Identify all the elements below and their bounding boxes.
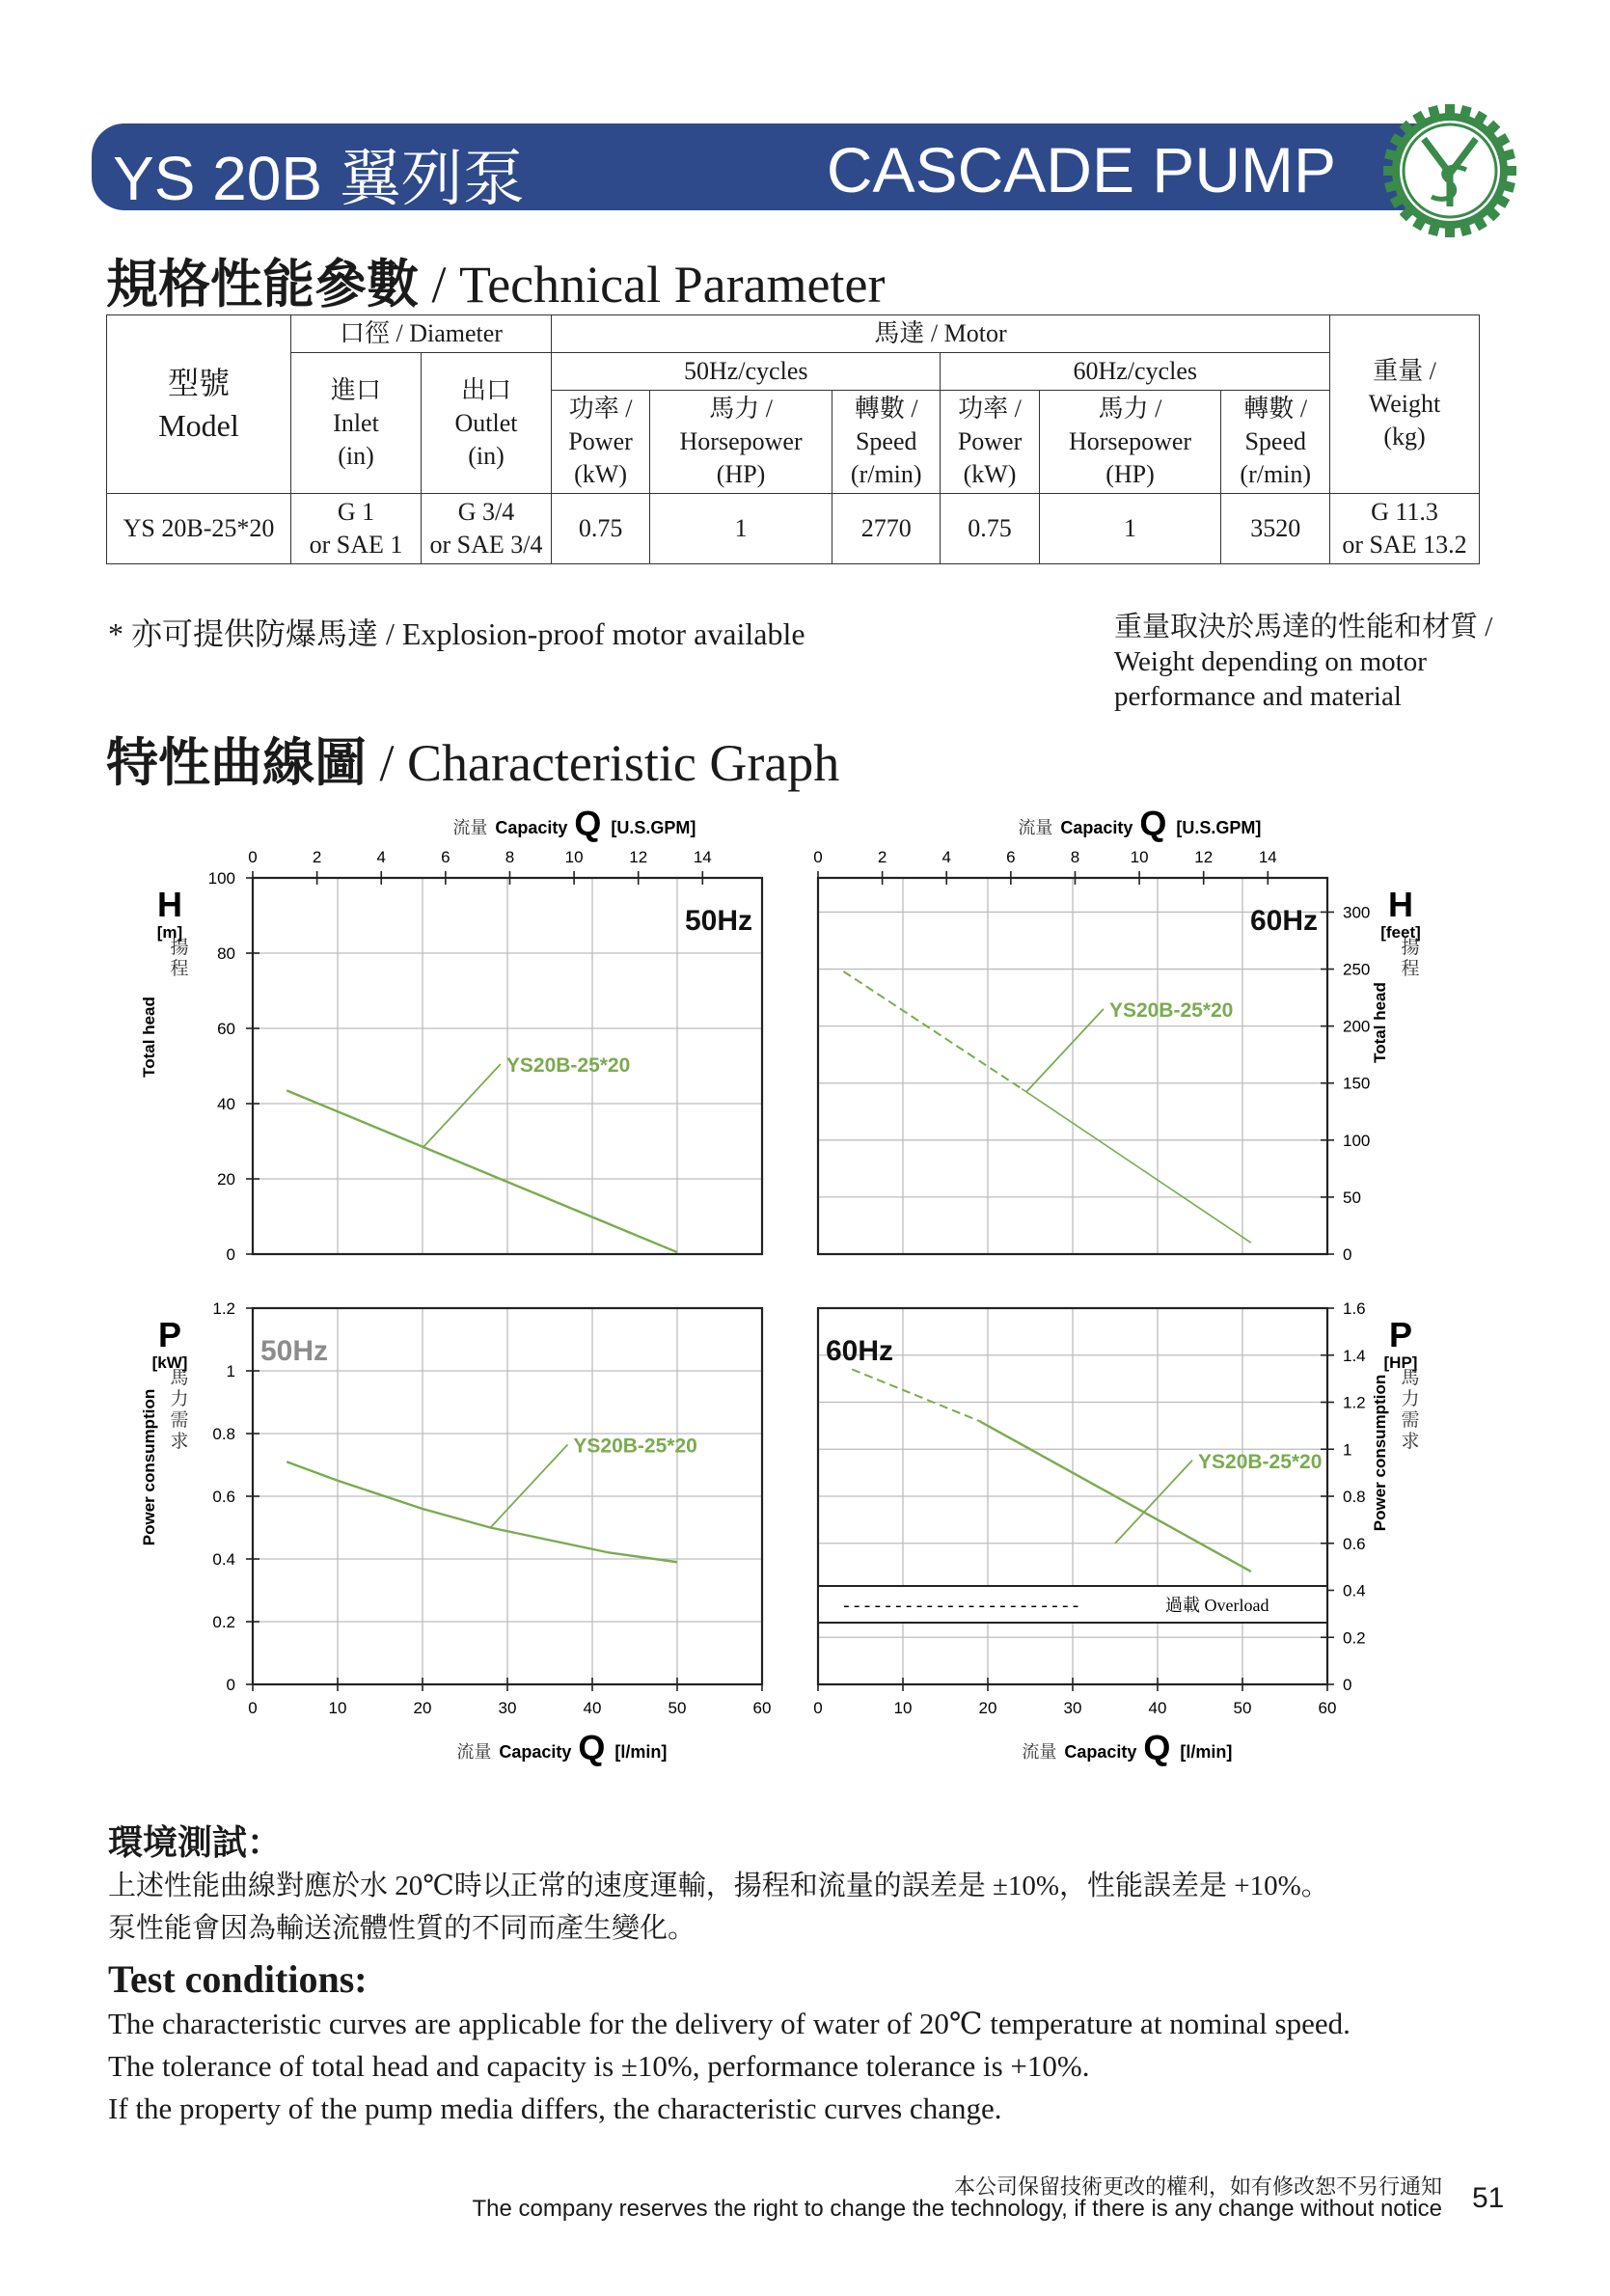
x-unit-bracket: [U.S.GPM] [1176, 818, 1262, 837]
y-tick-label: 1 [1343, 1440, 1352, 1460]
x-unit-cn: 流量 [1018, 818, 1053, 838]
y-axis-title-cn: 力 [1401, 1388, 1420, 1409]
environment-title: 環境測試： [108, 1822, 283, 1863]
y-unit: [feet] [1380, 923, 1421, 942]
x-axis-label-unit: [l/min] [1180, 1742, 1233, 1762]
y-unit: [kW] [151, 1353, 188, 1372]
y-symbol: H [1388, 885, 1413, 924]
curve-callout-leader [1026, 1009, 1104, 1092]
x-tick-label: 0 [813, 1699, 823, 1717]
test-conditions-line-3: If the property of the pump media differs, the characteristic curves change. [108, 2091, 1002, 2125]
hp50-header: 馬力 / Horsepower (HP) [650, 391, 832, 494]
x-tick-label: 0 [813, 848, 823, 866]
x-tick-label: 12 [629, 848, 648, 866]
overload-curve [852, 1369, 979, 1421]
hp60-cell: 1 [1039, 494, 1221, 564]
y-tick-label: 200 [1343, 1017, 1371, 1036]
weight-header: 重量 / Weight (kg) [1330, 315, 1480, 494]
y-tick-label: 0.2 [1343, 1628, 1366, 1648]
curve-callout-label: YS20B-25*20 [1108, 998, 1234, 1022]
y-axis-title-cn: 馬 [1401, 1367, 1420, 1388]
overload-curve [843, 971, 1022, 1089]
y-axis-title-cn: 馬 [170, 1367, 189, 1388]
x-tick-label: 2 [877, 848, 887, 866]
x-axis-label-cn: 流量 [456, 1742, 492, 1763]
chart-frequency-label: 60Hz [1249, 905, 1318, 937]
curve-callout-leader [423, 1064, 501, 1147]
x-tick-label: 20 [413, 1699, 432, 1717]
x-unit-cn: 流量 [452, 818, 488, 838]
y-tick-label: 0.4 [1343, 1581, 1366, 1600]
x-axis-label-unit: [l/min] [614, 1742, 668, 1762]
test-conditions-line-2: The tolerance of total head and capacity is ±10%, performance tolerance is +10%. [108, 2049, 1090, 2083]
y-tick-label: 0.4 [212, 1550, 235, 1569]
y-axis-title: Total head [1371, 982, 1389, 1063]
spec-table [106, 314, 1480, 564]
x-tick-label: 8 [505, 848, 515, 866]
x-tick-label: 40 [583, 1699, 602, 1717]
x-tick-label: 8 [1070, 848, 1080, 866]
x-unit-symbol: Q [1139, 804, 1167, 843]
x-tick-label: 40 [1148, 1699, 1167, 1717]
category-title: CASCADE PUMP [826, 134, 1336, 205]
overload-legend-dashes: ----------------------- [841, 1598, 1081, 1617]
y-tick-label: 250 [1343, 960, 1371, 979]
y-symbol: H [157, 885, 182, 924]
table-row [107, 494, 1480, 564]
y-symbol: P [157, 1315, 182, 1354]
test-conditions-line-1: The characteristic curves are applicable for the delivery of water of 20℃ temperature at nominal speed. [108, 2007, 1351, 2040]
x-tick-label: 30 [1063, 1699, 1082, 1717]
x-tick-label: 60 [752, 1699, 772, 1717]
x-tick-label: 2 [312, 848, 322, 866]
y-axis-title-cn: 求 [1401, 1431, 1420, 1452]
performance-curve [1022, 1089, 1251, 1244]
y-axis-title-cn: 需 [170, 1409, 189, 1431]
y-unit: [m] [156, 923, 183, 942]
environment-line-1: 上述性能曲線對應於水 20℃時以正常的速度運輸，揚程和流量的誤差是 ±10%，性能誤差是 +10%。 [108, 1871, 1329, 1901]
inlet-cell: G 1 or SAE 1 [291, 494, 422, 564]
x-axis-symbol: Q [578, 1728, 606, 1767]
x-tick-label: 10 [564, 848, 584, 866]
y-tick-label: 0.8 [1343, 1488, 1366, 1506]
y-tick-label: 20 [217, 1170, 235, 1189]
performance-curve [287, 1462, 677, 1562]
y-axis-title-cn: 需 [1401, 1409, 1420, 1431]
y-tick-label: 1 [226, 1362, 235, 1380]
header-banner [92, 123, 1442, 213]
y-symbol: P [1388, 1315, 1413, 1354]
y-axis-title: Power consumption [1371, 1374, 1389, 1532]
y-tick-label: 0.8 [212, 1425, 235, 1443]
x-tick-label: 10 [1130, 848, 1149, 866]
charts-svg [0, 791, 1610, 1785]
x-tick-label: 0 [248, 848, 258, 866]
company-logo-icon [1381, 102, 1518, 239]
x-unit-en: Capacity [1060, 818, 1133, 837]
test-conditions-title: Test conditions: [108, 1957, 368, 2001]
hp60-header: 馬力 / Horsepower (HP) [1039, 391, 1221, 494]
x-tick-label: 6 [441, 848, 450, 866]
y-tick-label: 150 [1343, 1074, 1371, 1093]
y-tick-label: 0.6 [1343, 1534, 1366, 1553]
x-tick-label: 14 [1258, 848, 1277, 866]
x-tick-label: 10 [328, 1699, 347, 1717]
outlet-header: 出口 Outlet (in) [422, 353, 552, 494]
x-axis-label-en: Capacity [1064, 1742, 1137, 1762]
power50-cell: 0.75 [552, 494, 650, 564]
chart-frequency-label: 60Hz [826, 1335, 894, 1367]
x-unit-symbol: Q [574, 804, 602, 843]
explosion-proof-note: * 亦可提供防爆馬達 / Explosion-proof motor available [108, 616, 805, 651]
y-tick-label: 1.2 [212, 1299, 235, 1318]
x-unit-en: Capacity [495, 818, 568, 837]
y-tick-label: 80 [217, 944, 235, 963]
model-header: 型號 Model [107, 315, 291, 494]
y-axis-title-cn: 求 [170, 1431, 189, 1452]
curve-callout-label: YS20B-25*20 [573, 1435, 697, 1458]
x-tick-label: 12 [1194, 848, 1214, 866]
inlet-header: 進口 Inlet (in) [291, 353, 422, 494]
speed60-header: 轉數 / Speed (r/min) [1221, 391, 1330, 494]
hz50-header: 50Hz/cycles [552, 353, 941, 391]
diameter-header: 口徑 / Diameter [291, 315, 552, 353]
y-tick-label: 0.6 [212, 1488, 235, 1506]
x-axis-symbol: Q [1143, 1728, 1171, 1767]
y-tick-label: 0 [1343, 1676, 1352, 1694]
model-cell: YS 20B-25*20 [107, 494, 291, 564]
y-axis-title-cn: 程 [170, 958, 189, 979]
x-tick-label: 0 [248, 1699, 258, 1717]
y-tick-label: 50 [1343, 1188, 1361, 1207]
curve-callout-leader [490, 1445, 567, 1528]
y-tick-label: 0.2 [212, 1613, 235, 1631]
chart-frequency-label: 50Hz [260, 1335, 329, 1367]
x-tick-label: 30 [498, 1699, 517, 1717]
y-tick-label: 100 [1343, 1131, 1371, 1150]
y-axis-title-cn: 揚 [1401, 937, 1420, 958]
y-tick-label: 60 [217, 1020, 235, 1038]
speed50-header: 轉數 / Speed (r/min) [832, 391, 941, 494]
environment-line-2: 泵性能會因為輸送流體性質的不同而產生變化。 [108, 1913, 696, 1944]
chart-frequency-label: 50Hz [684, 905, 752, 937]
y-tick-label: 1.6 [1343, 1299, 1366, 1318]
y-axis-title: Total head [140, 997, 158, 1078]
motor-header: 馬達 / Motor [552, 315, 1330, 353]
y-axis-title-cn: 力 [170, 1388, 189, 1409]
y-unit: [HP] [1383, 1353, 1418, 1372]
x-unit-bracket: [U.S.GPM] [611, 818, 696, 837]
y-tick-label: 40 [217, 1095, 235, 1113]
x-tick-label: 10 [893, 1699, 913, 1717]
overload-legend-label: 過載 Overload [1165, 1596, 1269, 1615]
speed50-cell: 2770 [832, 494, 941, 564]
characteristic-charts [0, 791, 1610, 1785]
x-tick-label: 14 [693, 848, 712, 866]
y-tick-label: 0 [226, 1676, 235, 1694]
y-tick-label: 100 [207, 869, 235, 888]
x-tick-label: 50 [1233, 1699, 1252, 1717]
y-axis-title-cn: 程 [1401, 958, 1420, 979]
x-tick-label: 4 [376, 848, 386, 866]
x-tick-label: 4 [941, 848, 951, 866]
y-tick-label: 300 [1343, 903, 1371, 922]
y-axis-title: Power consumption [140, 1388, 158, 1546]
weight-note: 重量取決於馬達的性能和材質 / Weight depending on motor performance and material [1114, 612, 1493, 712]
speed60-cell: 3520 [1221, 494, 1330, 564]
performance-curve [287, 1090, 677, 1252]
outlet-cell: G 3/4 or SAE 3/4 [422, 494, 552, 564]
x-tick-label: 6 [1006, 848, 1016, 866]
y-tick-label: 1.4 [1343, 1346, 1366, 1365]
power60-header: 功率 / Power (kW) [941, 391, 1039, 494]
y-tick-label: 0 [226, 1245, 235, 1264]
footer-notice-cn: 本公司保留技術更改的權利，如有修改恕不另行通知 [953, 2175, 1442, 2200]
y-axis-title-cn: 揚 [170, 937, 189, 958]
x-tick-label: 20 [978, 1699, 997, 1717]
graph-heading: 特性曲線圖 / Characteristic Graph [106, 731, 840, 793]
y-tick-label: 1.2 [1343, 1393, 1366, 1412]
hz60-header: 60Hz/cycles [941, 353, 1330, 391]
page-number: 51 [1472, 2182, 1505, 2214]
x-tick-label: 60 [1318, 1699, 1337, 1717]
y-tick-label: 0 [1343, 1245, 1352, 1264]
curve-callout-label: YS20B-25*20 [1198, 1450, 1323, 1473]
footer-notice-en: The company reserves the right to change the technology, if there is any change without notice [472, 2196, 1442, 2222]
power50-header: 功率 / Power (kW) [552, 391, 650, 494]
power60-cell: 0.75 [941, 494, 1039, 564]
curve-callout-label: YS20B-25*20 [505, 1054, 631, 1078]
x-axis-label-en: Capacity [499, 1742, 572, 1762]
technical-heading: 規格性能參數 / Technical Parameter [106, 253, 886, 314]
product-title: YS 20B 翼列泵 [113, 144, 525, 213]
x-tick-label: 50 [668, 1699, 687, 1717]
hp50-cell: 1 [650, 494, 832, 564]
weight-cell: G 11.3 or SAE 13.2 [1330, 494, 1480, 564]
x-axis-label-cn: 流量 [1022, 1742, 1057, 1763]
